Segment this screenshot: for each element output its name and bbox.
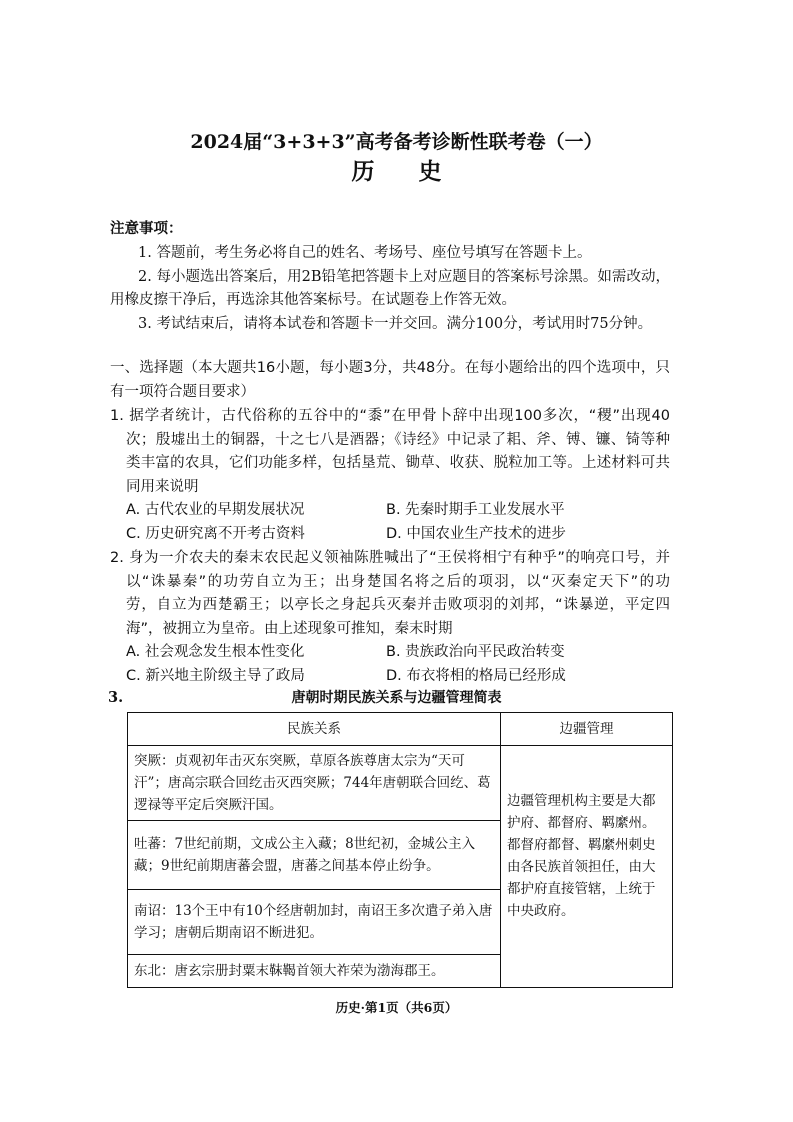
- question-2-stem: 2. 身为一介农夫的秦末农民起义领袖陈胜喊出了“王侯将相宁有种乎”的响亮口号，并: [110, 550, 670, 566]
- exam-title: 2024届“3+3+3”高考备考诊断性联考卷（一）: [190, 131, 603, 153]
- question-1-stem: 类丰富的农具，它们功能多样，包括垦荒、锄草、收获、脱粒加工等。上述材料可共: [126, 455, 670, 471]
- table-row: [128, 746, 673, 821]
- table-cell: 突厥：贞观初年击灭东突厥，草原各族尊唐太宗为“天可汗”；唐高宗联合回纥击灭西突厥；744年唐朝联合回纥、葛逻禄等平定后突厥汗国。: [128, 746, 501, 821]
- question-2-option-b[interactable]: B. 贵族政治向平民政治转变: [386, 644, 565, 660]
- question-1-stem: 次；殷墟出土的铜器，十之七八是酒器；《诗经》中记录了耜、斧、镈、镰、锜等种: [126, 432, 670, 448]
- question-1-option-c[interactable]: C. 历史研究离不开考古资料: [126, 526, 305, 542]
- table-cell: 东北：唐玄宗册封粟末靺鞨首领大祚荣为渤海郡王。: [128, 955, 501, 988]
- table-header: 民族关系: [128, 713, 501, 746]
- management-cell: [501, 746, 673, 988]
- question-3-number: 3.: [108, 689, 124, 706]
- question-1-option-d[interactable]: D. 中国农业生产技术的进步: [386, 526, 566, 542]
- question-2-option-a[interactable]: A. 社会观念发生根本性变化: [126, 644, 305, 660]
- notice-line: 1. 答题前，考生务必将自己的姓名、考场号、座位号填写在答题卡上。: [138, 245, 592, 261]
- page-footer: 历史·第1页（共6页）: [335, 1000, 458, 1015]
- question-1-option-b[interactable]: B. 先秦时期手工业发展水平: [386, 502, 565, 518]
- subject-title: 历 史: [351, 158, 460, 185]
- question-1-stem: 1. 据学者统计，古代俗称的五谷中的“黍”在甲骨卜辞中出现100多次，“稷”出现40: [110, 408, 670, 424]
- table-header-row: [128, 713, 673, 746]
- management-text: 边疆管理机构主要是大都护府、都督府、羁縻州。: [507, 793, 656, 831]
- table-title: 唐朝时期民族关系与边疆管理简表: [291, 690, 502, 706]
- section-heading: 有一项符合题目要求）: [110, 384, 255, 400]
- question-2-option-d[interactable]: D. 布衣将相的格局已经形成: [386, 668, 566, 684]
- notice-line: 用橡皮擦干净后，再选涂其他答案标号。在试题卷上作答无效。: [110, 292, 516, 308]
- table-header: 边疆管理: [501, 713, 673, 746]
- question-2-stem: 以“诛暴秦”的功劳自立为王；出身楚国名将之后的项羽，以“灭秦定天下”的功: [126, 574, 670, 590]
- ethnic-relations-table: [127, 712, 673, 988]
- notice-line: 3. 考试结束后，请将本试卷和答题卡一并交回。满分100分，考试用时75分钟。: [138, 316, 653, 332]
- section-heading: 一、选择题（本大题共16小题，每小题3分，共48分。在每小题给出的四个选项中，只: [110, 360, 670, 376]
- question-2-stem: 海”，被拥立为皇帝。由上述现象可推知，秦末时期: [126, 621, 453, 637]
- question-2-option-c[interactable]: C. 新兴地主阶级主导了政局: [126, 668, 305, 684]
- management-text: 都督府都督、羁縻州刺史由各民族首领担任，由大都护府直接管辖，上统于中央政府。: [507, 837, 656, 919]
- question-1-stem: 同用来说明: [126, 479, 199, 495]
- notice-heading: 注意事项：: [110, 221, 183, 237]
- notice-line: 2. 每小题选出答案后，用2B铅笔把答题卡上对应题目的答案标号涂黑。如需改动，: [138, 269, 670, 285]
- table-cell: 南诏：13个王中有10个经唐朝加封，南诏王多次遣子弟入唐学习；唐朝后期南诏不断进犯。: [128, 890, 501, 955]
- question-1-option-a[interactable]: A. 古代农业的早期发展状况: [126, 502, 305, 518]
- table-cell: 吐蕃：7世纪前期，文成公主入藏；8世纪初，金城公主入藏；9世纪前期唐蕃会盟，唐蕃之间基本停止纷争。: [128, 821, 501, 890]
- question-2-stem: 劳，自立为西楚霸王；以亭长之身起兵灭秦并击败项羽的刘邦，“诛暴逆，平定四: [126, 597, 670, 613]
